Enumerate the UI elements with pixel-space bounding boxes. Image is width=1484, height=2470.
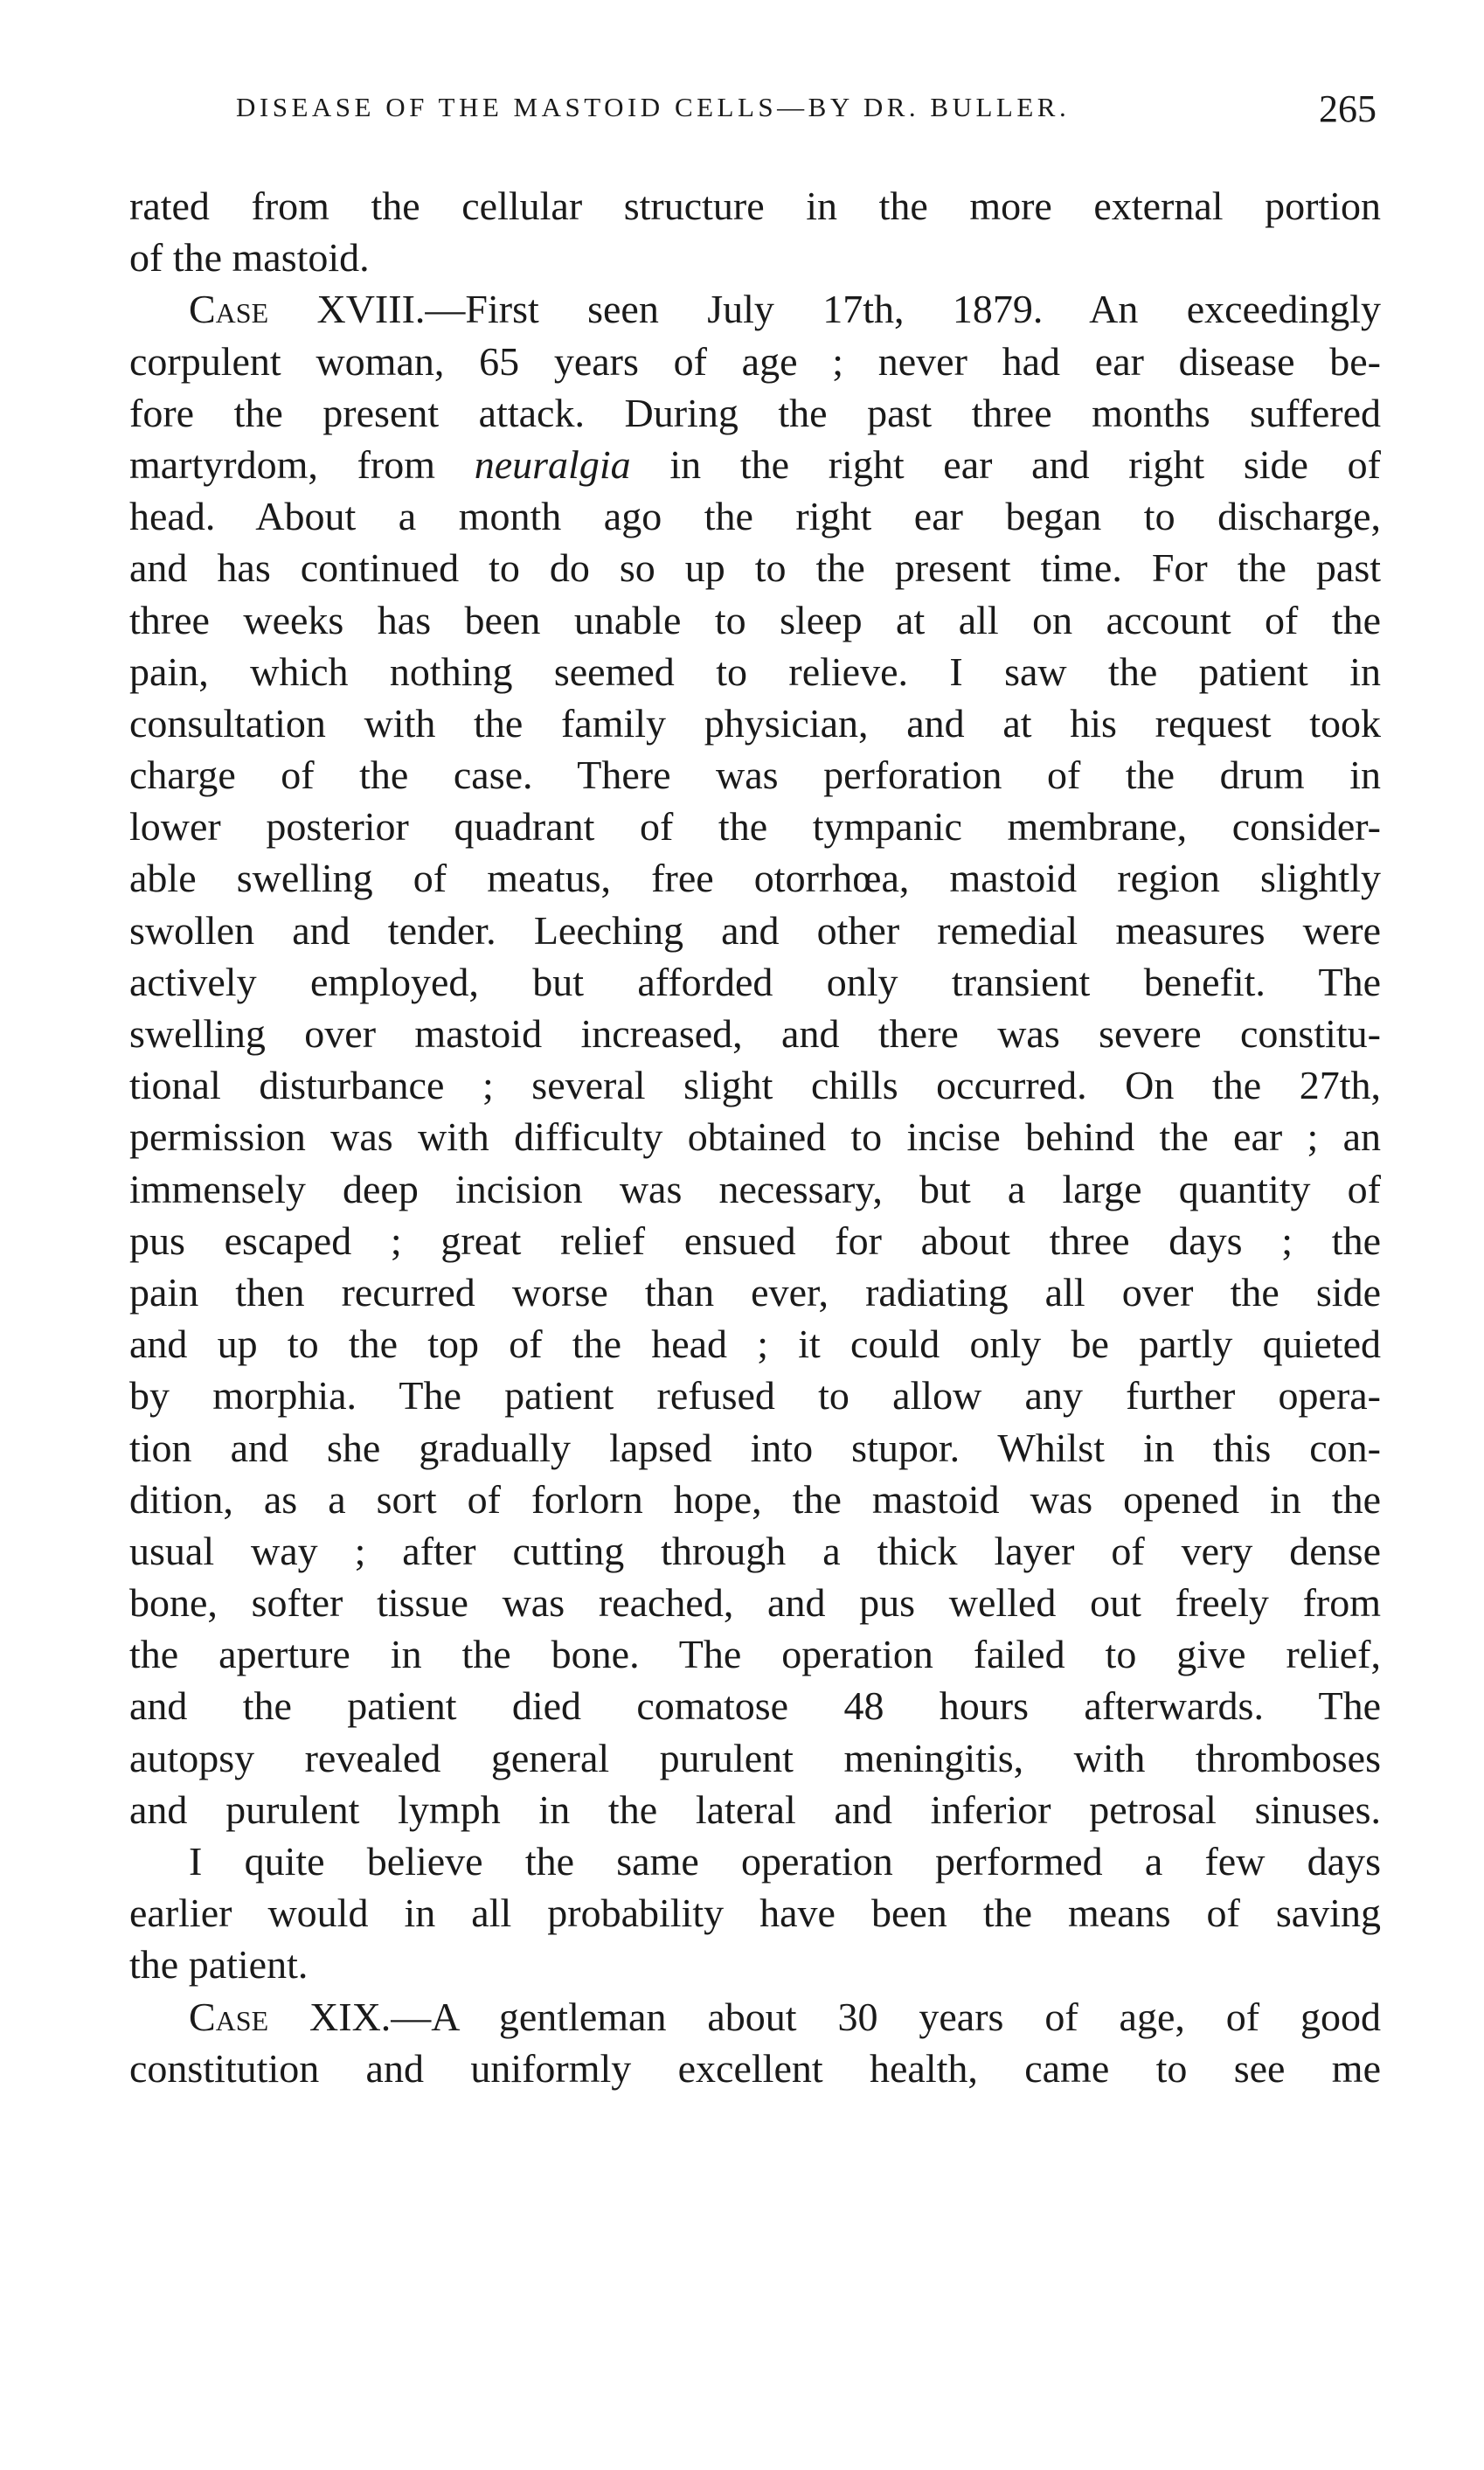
text-line: of the mastoid. bbox=[129, 235, 370, 281]
italic-term: neuralgia bbox=[474, 441, 631, 487]
text-line: tion and she gradually lapsed into stupor. Whilst in this con- bbox=[129, 1425, 1381, 1470]
text-line: three weeks has been unable to sleep at all on account of the bbox=[129, 597, 1381, 642]
text-line: constitution and uniformly excellent health, came to see me bbox=[129, 2045, 1381, 2091]
text-line: pain then recurred worse than ever, radiating all over the side bbox=[129, 1269, 1381, 1315]
case-heading-line bbox=[129, 283, 1381, 335]
running-head bbox=[236, 87, 1377, 144]
text-line: actively employed, but afforded only transient benefit. The bbox=[129, 959, 1381, 1004]
text-segment: martyrdom, from bbox=[129, 441, 475, 487]
text-line: by morphia. The patient refused to allow any further opera- bbox=[129, 1373, 1381, 1419]
text-line: and up to the top of the head ; it could only be partly quieted bbox=[129, 1322, 1381, 1367]
text-line: the patient. bbox=[129, 1942, 309, 1988]
text-line: swelling over mastoid increased, and there was severe constitu- bbox=[129, 1011, 1381, 1056]
text-line: swollen and tender. Leeching and other remedial measures were bbox=[129, 907, 1381, 953]
case-label: Case bbox=[189, 1994, 269, 2039]
text-line: and the patient died comatose 48 hours afterwards. The bbox=[129, 1683, 1381, 1729]
text-line: and has continued to do so up to the present time. For the past bbox=[129, 545, 1381, 591]
page-number: 265 bbox=[1319, 87, 1377, 130]
case-heading-text: XVIII.—First seen July 17th, 1879. An exceedingly bbox=[268, 287, 1381, 332]
text-line: pus escaped ; great relief ensued for about three days ; the bbox=[129, 1218, 1381, 1263]
text-line: the aperture in the bone. The operation failed to give relief, bbox=[129, 1632, 1381, 1677]
text-line: able swelling of meatus, free otorrhœa, mastoid region slightly bbox=[129, 856, 1381, 901]
text-line: corpulent woman, 65 years of age ; never had ear disease be- bbox=[129, 338, 1381, 384]
text-line: bone, softer tissue was reached, and pus welled out freely from bbox=[129, 1580, 1381, 1626]
text-line: pain, which nothing seemed to relieve. I saw the patient in bbox=[129, 649, 1381, 694]
text-line: charge of the case. There was perforation of the drum in bbox=[129, 753, 1381, 798]
case-label: Case bbox=[189, 287, 269, 332]
case-heading-text: XIX.—A gentleman about 30 years of age, of good bbox=[268, 1994, 1381, 2039]
text-line: permission was with difficulty obtained to incise behind the ear ; an bbox=[129, 1114, 1381, 1160]
text-line: lower posterior quadrant of the tympanic membrane, consider- bbox=[129, 804, 1381, 850]
body-text bbox=[129, 180, 1381, 2094]
case-heading-line bbox=[129, 1991, 1381, 2043]
text-line: tional disturbance ; several slight chills occurred. On the 27th, bbox=[129, 1063, 1381, 1108]
text-line: fore the present attack. During the past three months suffered bbox=[129, 390, 1381, 435]
text-line: immensely deep incision was necessary, but a large quantity of bbox=[129, 1166, 1381, 1211]
text-segment: in the right ear and right side of bbox=[630, 441, 1381, 487]
text-line: usual way ; after cutting through a thick layer of very dense bbox=[129, 1528, 1381, 1573]
text-line: autopsy revealed general purulent meningitis, with thromboses bbox=[129, 1735, 1381, 1780]
text-line: and purulent lymph in the lateral and inferior petrosal sinuses. bbox=[129, 1787, 1381, 1832]
text-line: earlier would in all probability have been the means of saving bbox=[129, 1891, 1381, 1936]
running-title: DISEASE OF THE MASTOID CELLS—BY DR. BULLER. bbox=[236, 92, 1071, 122]
text-line: rated from the cellular structure in the more external portion bbox=[129, 184, 1381, 228]
text-line: I quite believe the same operation performed a few days bbox=[189, 1839, 1381, 1884]
text-line: dition, as a sort of forlorn hope, the mastoid was opened in the bbox=[129, 1476, 1381, 1522]
text-line bbox=[129, 439, 1381, 490]
text-line: consultation with the family physician, and at his request took bbox=[129, 700, 1381, 746]
text-line: head. About a month ago the right ear began to discharge, bbox=[129, 494, 1381, 539]
